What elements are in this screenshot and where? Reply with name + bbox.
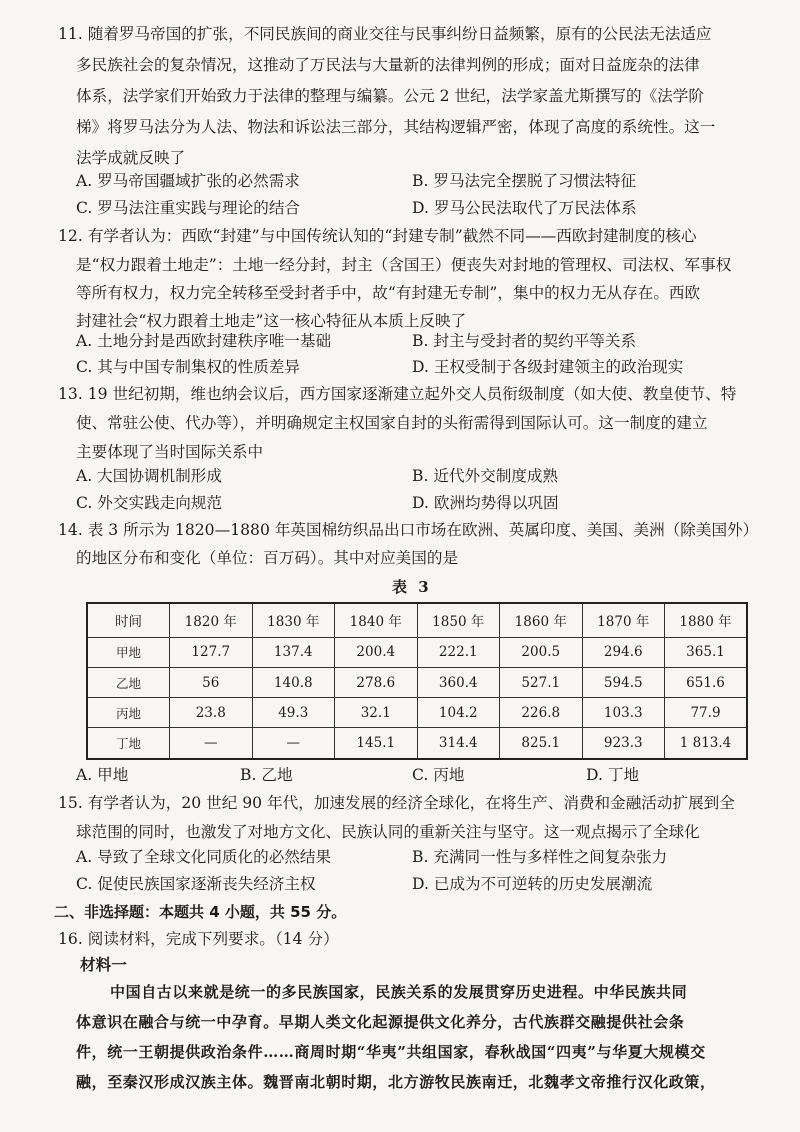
table-cell: 200.4 (335, 637, 418, 667)
table-header-cell: 1880 年 (665, 603, 748, 637)
material-line: 中国自古以来就是统一的多民族国家，民族关系的发展贯穿历史进程。中华民族共同 (110, 983, 688, 1001)
q11-stem-line-3: 体系，法学家们开始致力于法律的整理与编纂。公元 2 世纪，法学家盖尤斯撰写的《法学阶 (76, 87, 704, 105)
table-header-cell: 1820 年 (170, 603, 253, 637)
table-cell: 32.1 (335, 698, 418, 728)
q12-stem-line-1: 12. 有学者认为：西欧“封建”与中国传统认知的“封建专制”截然不同——西欧封建制度的核心 (58, 227, 697, 245)
table-caption: 表 3 (392, 578, 432, 596)
table-cell: 103.3 (582, 698, 665, 728)
export-data-table (86, 602, 748, 760)
table-header-cell: 1840 年 (335, 603, 418, 637)
table-cell: 278.6 (335, 667, 418, 697)
q11-stem-line-4: 梯》将罗马法分为人法、物法和诉讼法三部分，其结构逻辑严密，体现了高度的系统性。这一 (76, 118, 716, 136)
table-header-cell: 时间 (87, 603, 170, 637)
table-header-row (87, 603, 747, 637)
q13-option-b[interactable]: B. 近代外交制度成熟 (412, 467, 559, 485)
q12-option-d[interactable]: D. 王权受制于各级封建领主的政治现实 (412, 358, 684, 376)
table-cell: 314.4 (417, 728, 500, 759)
material-line: 件，统一王朝提供政治条件……商周时期“华夷”共组国家，春秋战国“四夷”与华夏大规模交 (76, 1043, 706, 1061)
table-cell: 651.6 (665, 667, 748, 697)
q13-option-a[interactable]: A. 大国协调机制形成 (76, 467, 222, 485)
table-cell: 127.7 (170, 637, 253, 667)
table-row (87, 637, 747, 667)
q15-option-b[interactable]: B. 充满同一性与多样性之间复杂张力 (412, 848, 668, 866)
material-line: 融，至秦汉形成汉族主体。魏晋南北朝时期，北方游牧民族南迁，北魏孝文帝推行汉化政策， (76, 1073, 716, 1091)
q12-option-a[interactable]: A. 土地分封是西欧封建秩序唯一基础 (76, 332, 332, 350)
q11-stem-line-2: 多民族社会的复杂情况，这推动了万民法与大量新的法律判例的形成；面对日益庞杂的法律 (76, 56, 700, 74)
table-cell: 56 (170, 667, 253, 697)
table-row (87, 667, 747, 697)
table-row (87, 698, 747, 728)
q15-stem-line-2: 球范围的同时，也激发了对地方文化、民族认同的重新关注与坚守。这一观点揭示了全球化 (76, 823, 700, 841)
table-row-label: 丙地 (87, 698, 170, 728)
q11-stem-line-5: 法学成就反映了 (76, 149, 186, 167)
section-heading: 二、非选择题：本题共 4 小题，共 55 分。 (54, 903, 347, 921)
material-line: 体意识在融合与统一中孕育。早期人类文化起源提供文化养分，古代族群交融提供社会条 (76, 1013, 685, 1031)
table-header-cell: 1830 年 (252, 603, 335, 637)
table-header-cell: 1850 年 (417, 603, 500, 637)
q14-stem-line-1: 14. 表 3 所示为 1820—1880 年英国棉纺织品出口市场在欧洲、英属印度、美国、美洲（除美国外） (58, 521, 759, 539)
q15-option-a[interactable]: A. 导致了全球文化同质化的必然结果 (76, 848, 332, 866)
q11-option-c[interactable]: C. 罗马法注重实践与理论的结合 (76, 199, 301, 217)
q13-option-d[interactable]: D. 欧洲均势得以巩固 (412, 494, 559, 512)
q12-stem-line-3: 等所有权力，权力完全转移至受封者手中，故“有封建无专制”，集中的权力无从存在。西欧 (76, 284, 701, 302)
table-row-label: 甲地 (87, 637, 170, 667)
table-row-label: 乙地 (87, 667, 170, 697)
table-cell: 137.4 (252, 637, 335, 667)
table-cell: 49.3 (252, 698, 335, 728)
table-cell: — (252, 728, 335, 759)
table-header-cell: 1870 年 (582, 603, 665, 637)
q12-option-c[interactable]: C. 其与中国专制集权的性质差异 (76, 358, 301, 376)
table-cell: 1 813.4 (665, 728, 748, 759)
table-header-cell: 1860 年 (500, 603, 583, 637)
table-cell: 365.1 (665, 637, 748, 667)
table-cell: 140.8 (252, 667, 335, 697)
q12-stem-line-2: 是“权力跟着土地走”：土地一经分封，封主（含国王）便丧失对封地的管理权、司法权、军事权 (76, 256, 732, 274)
table-cell: 825.1 (500, 728, 583, 759)
q12-stem-line-4: 封建社会“权力跟着土地走”这一核心特征从本质上反映了 (76, 312, 467, 330)
table-cell: 200.5 (500, 637, 583, 667)
q13-stem-line-3: 主要体现了当时国际关系中 (76, 443, 264, 461)
q11-option-b[interactable]: B. 罗马法完全摆脱了习惯法特征 (412, 172, 637, 190)
q14-option-c[interactable]: C. 丙地 (412, 766, 465, 784)
table-cell: — (170, 728, 253, 759)
q13-option-c[interactable]: C. 外交实践走向规范 (76, 494, 223, 512)
q14-stem-line-2: 的地区分布和变化（单位：百万码）。其中对应美国的是 (76, 549, 459, 567)
table-row (87, 728, 747, 759)
table-cell: 527.1 (500, 667, 583, 697)
q15-stem-line-1: 15. 有学者认为，20 世纪 90 年代，加速发展的经济全球化，在将生产、消费和金融活动扩展到全 (58, 794, 735, 812)
table-cell: 360.4 (417, 667, 500, 697)
q14-option-b[interactable]: B. 乙地 (240, 766, 293, 784)
table-cell: 145.1 (335, 728, 418, 759)
table-cell: 594.5 (582, 667, 665, 697)
q14-option-d[interactable]: D. 丁地 (586, 766, 640, 784)
table-cell: 77.9 (665, 698, 748, 728)
q11-option-a[interactable]: A. 罗马帝国疆域扩张的必然需求 (76, 172, 300, 190)
material-label: 材料一 (80, 955, 127, 974)
q16-title: 16. 阅读材料，完成下列要求。（14 分） (58, 930, 339, 948)
q11-stem-line-1: 11. 随着罗马帝国的扩张，不同民族间的商业交往与民事纠纷日益频繁，原有的公民法无法适应 (58, 25, 712, 43)
table-cell: 222.1 (417, 637, 500, 667)
table-row-label: 丁地 (87, 728, 170, 759)
table-cell: 226.8 (500, 698, 583, 728)
q12-option-b[interactable]: B. 封主与受封者的契约平等关系 (412, 332, 637, 350)
table-cell: 104.2 (417, 698, 500, 728)
q13-stem-line-2: 使、常驻公使、代办等），并明确规定主权国家自封的头衔需得到国际认可。这一制度的建立 (76, 414, 708, 432)
q13-stem-line-1: 13. 19 世纪初期，维也纳会议后，西方国家逐渐建立起外交人员衔级制度（如大使、教皇使节、特 (58, 385, 737, 403)
q14-option-a[interactable]: A. 甲地 (76, 766, 129, 784)
q15-option-d[interactable]: D. 已成为不可逆转的历史发展潮流 (412, 875, 653, 893)
table-cell: 23.8 (170, 698, 253, 728)
table-cell: 923.3 (582, 728, 665, 759)
table-cell: 294.6 (582, 637, 665, 667)
q11-option-d[interactable]: D. 罗马公民法取代了万民法体系 (412, 199, 637, 217)
q15-option-c[interactable]: C. 促使民族国家逐渐丧失经济主权 (76, 875, 316, 893)
